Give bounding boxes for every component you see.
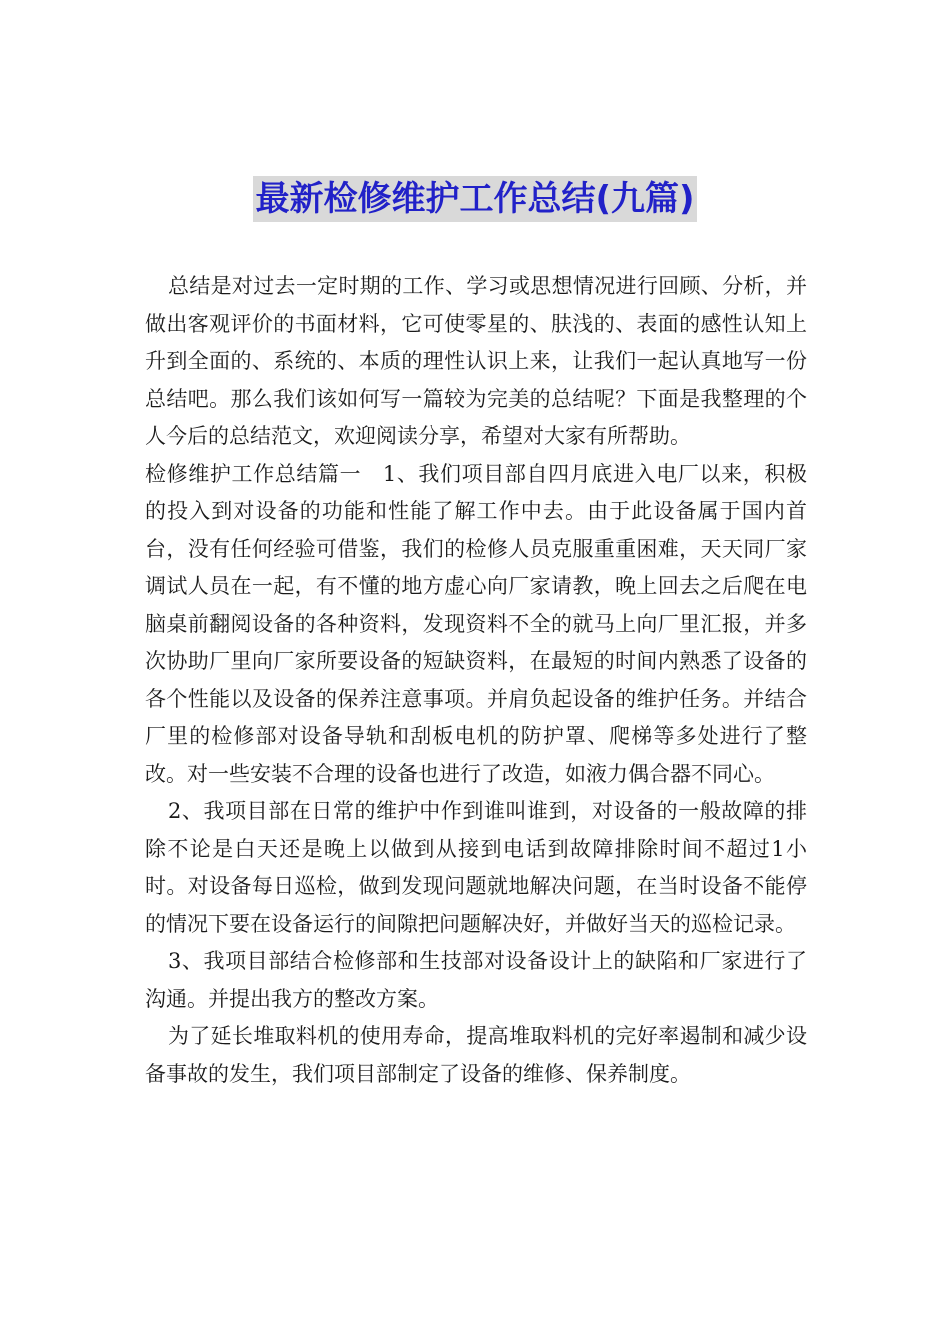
paragraph-maintenance: 为了延长堆取料机的使用寿命，提高堆取料机的完好率遏制和减少设备事故的发生，我们项目部制定了设备的维修、保养制度。 [145,1024,807,1086]
paragraph-item-3: 3、我项目部结合检修部和生技部对设备设计上的缺陷和厂家进行了沟通。并提出我方的整改方案。 [145,949,807,1011]
paragraph-section-one: 检修维护工作总结篇一 1、我们项目部自四月底进入电厂以来，积极的投入到对设备的功能和性能了解工作中去。由于此设备属于国内首台，没有任何经验可借鉴，我们的检修人员克服重重困难，天天同厂家调试人员在一起，有不懂的地方虚心向厂家请教，晚上回去之后爬在电脑桌前翻阅设备的各种资料，发现资料不全的就马上向厂里汇报，并多次协助厂里向厂家所要设备的短缺资料，在最短的时间内熟悉了设备的各个性能以及设备的保养注意事项。并肩负起设备的维护任务。并结合厂里的检修部对设备导轨和刮板电机的防护罩、爬梯等多处进行了整改。对一些安装不合理的设备也进行了改造，如液力偶合器不同心。 [145,461,807,786]
document-body [145,268,807,1093]
title-container [0,176,950,222]
paragraph-intro: 总结是对过去一定时期的工作、学习或思想情况进行回顾、分析，并做出客观评价的书面材料，它可使零星的、肤浅的、表面的感性认知上升到全面的、系统的、本质的理性认识上来，让我们一起认真地写一份总结吧。那么我们该如何写一篇较为完美的总结呢？下面是我整理的个人今后的总结范文，欢迎阅读分享，希望对大家有所帮助。 [145,274,807,448]
paragraph-item-2: 2、我项目部在日常的维护中作到谁叫谁到，对设备的一般故障的排除不论是白天还是晚上以做到从接到电话到故障排除时间不超过1小时。对设备每日巡检，做到发现问题就地解决问题，在当时设备不能停的情况下要在设备运行的间隙把问题解决好，并做好当天的巡检记录。 [145,799,807,936]
document-title: 最新检修维护工作总结(九篇) [253,176,696,222]
